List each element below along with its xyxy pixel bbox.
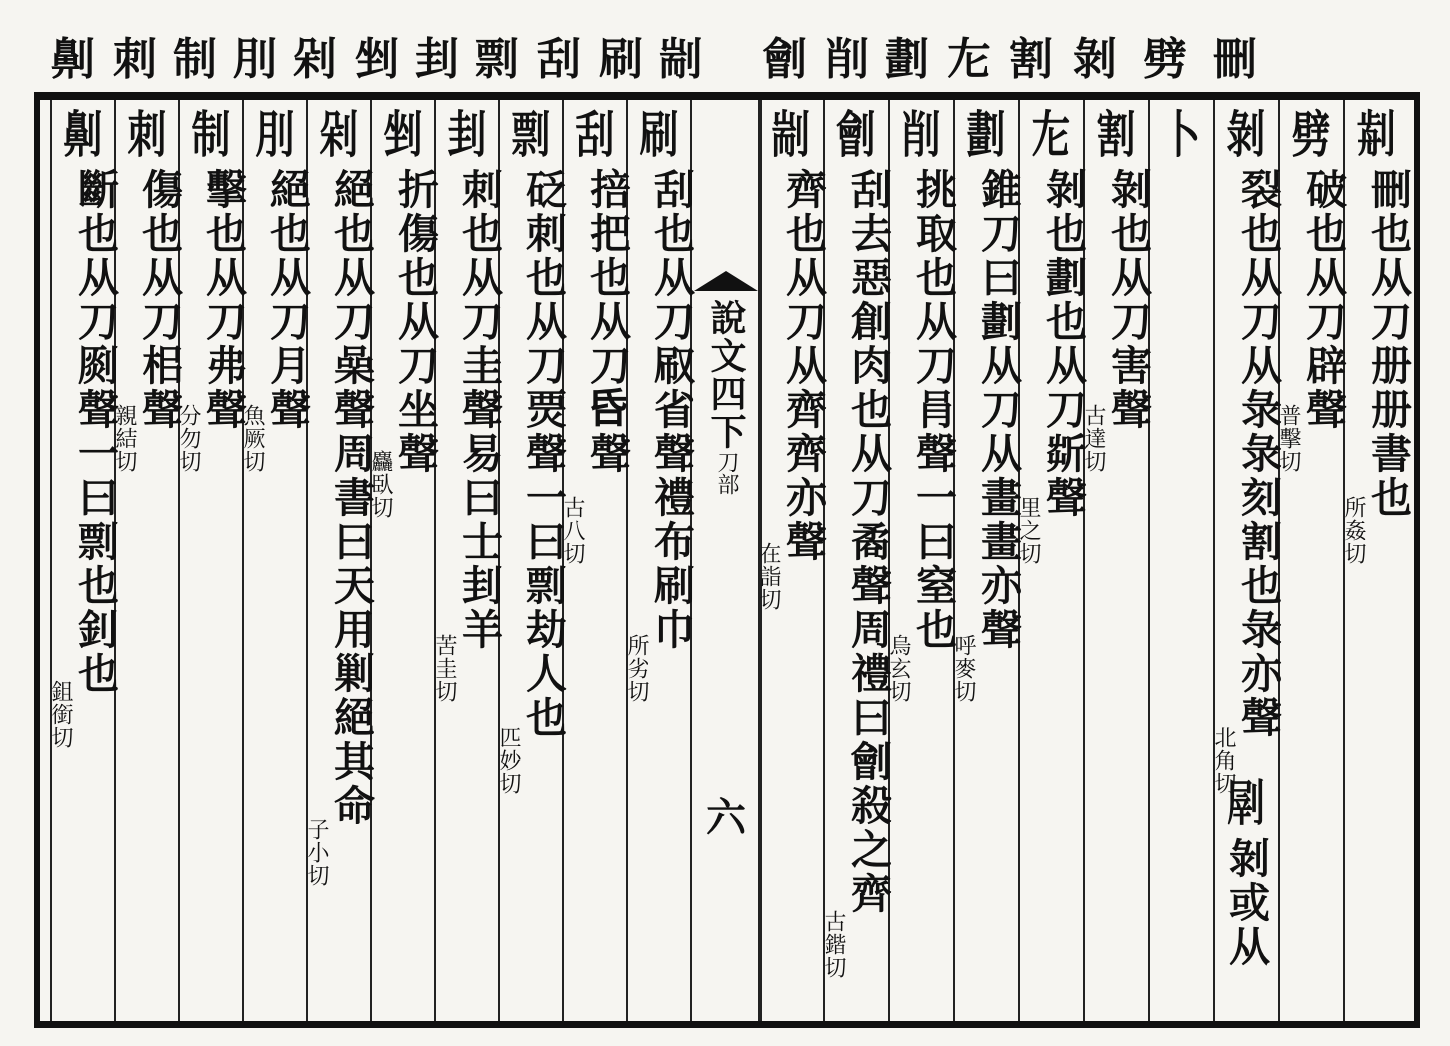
- header-char: 劈: [1143, 34, 1187, 85]
- variant-text: 剝或从: [1222, 837, 1270, 969]
- header-char: 刖: [233, 34, 277, 85]
- definition-text: 破也从刀辟聲: [1299, 168, 1347, 432]
- definition-row: [48, 168, 118, 749]
- entry-column: [432, 105, 503, 1015]
- fanqie-note: 古鍇切: [821, 910, 846, 979]
- fanqie-note: 分勿切: [176, 404, 201, 473]
- definition-row: [176, 168, 246, 473]
- definition-text: 刮也从刀㕞省聲禮布刷巾: [647, 168, 695, 652]
- fanqie-note: 古達切: [1081, 404, 1106, 473]
- fanqie-note: 里之切: [1016, 496, 1041, 565]
- seal-character: 刺: [127, 105, 167, 164]
- header-char: 削: [825, 34, 869, 85]
- definition-text: 刪也从刀册册書也: [1364, 168, 1412, 520]
- definition-text: 刮去惡創肉也从刀矞聲周禮曰劊殺之齊: [844, 168, 892, 916]
- header-char: 剝: [1073, 34, 1117, 85]
- fanqie-note: 古八切: [560, 496, 585, 565]
- fanqie-note: 所劣切: [624, 634, 649, 703]
- seal-character: 削: [901, 105, 941, 164]
- fanqie-note: 呼麥切: [951, 634, 976, 703]
- definition-text: 剝也劃也从刀㪿聲: [1039, 168, 1087, 520]
- fishtail-mark: [694, 271, 758, 291]
- definition-text: 剝也从刀害聲: [1104, 168, 1152, 432]
- entry-column: [496, 105, 567, 1015]
- entry-column: [1276, 105, 1347, 1015]
- definition-row: [1016, 168, 1086, 565]
- header-char: 刺: [113, 34, 157, 85]
- seal-character: 㔫: [1031, 105, 1071, 164]
- fanqie-note: 烏玄切: [886, 634, 911, 703]
- definition-row: [886, 168, 956, 703]
- page-number: 六: [706, 794, 746, 841]
- definition-text: 絕也从刀月聲: [263, 168, 311, 432]
- definition-text: 斷也从刀㓹聲一曰剽也釗也: [71, 168, 119, 696]
- entry-column: [176, 105, 247, 1015]
- definition-text: 挑取也从刀肙聲一曰窒也: [909, 168, 957, 652]
- definition-row: [1211, 168, 1281, 795]
- entry-column: [1150, 106, 1212, 1015]
- definition-row: [304, 168, 374, 887]
- seal-character: 制: [191, 105, 231, 164]
- header-char: 刲: [415, 34, 459, 85]
- section-label: 刀部: [714, 451, 739, 495]
- entry-column: [1341, 105, 1412, 1015]
- fanqie-note: 在詣切: [756, 542, 781, 611]
- entry-column: [240, 105, 311, 1015]
- header-char: 割: [1009, 34, 1053, 85]
- fanqie-note: 子小切: [304, 818, 329, 887]
- entry-column: [1211, 105, 1282, 1015]
- entry-column: [368, 105, 439, 1015]
- seal-character: 劊: [836, 105, 876, 164]
- seal-character: 剽: [511, 105, 551, 164]
- entry-column: [560, 105, 631, 1015]
- entry-column: [1081, 105, 1152, 1015]
- definition-row: [368, 168, 438, 519]
- seal-character: 剬: [771, 105, 811, 164]
- seal-character: 刮: [575, 105, 615, 164]
- seal-character: 剝: [1226, 105, 1266, 164]
- definition-text: 刺也从刀圭聲易曰士刲羊: [455, 168, 503, 652]
- variant-seal-character: 𠞂: [1226, 774, 1266, 833]
- header-char: 剉: [355, 34, 399, 85]
- seal-character: 刲: [447, 105, 487, 164]
- seal-character: 剁: [319, 105, 359, 164]
- volume-title: 說文四下: [705, 299, 747, 451]
- header-char: 剬: [659, 34, 703, 85]
- seal-character: 劃: [966, 105, 1006, 164]
- seal-character: 劈: [1291, 105, 1331, 164]
- definition-row: [496, 168, 566, 795]
- definition-row: [1081, 168, 1151, 473]
- definition-text: 傷也从刀㭒聲: [135, 168, 183, 432]
- definition-text: 裂也从刀从彔彔刻割也彔亦聲: [1234, 168, 1282, 740]
- definition-row: [1276, 168, 1346, 473]
- definition-row: [1341, 168, 1411, 565]
- header-char: 剁: [293, 34, 337, 85]
- entry-column: [1016, 105, 1087, 1015]
- entry-column: [304, 105, 375, 1015]
- entry-column: [624, 105, 695, 1015]
- entry-column: [112, 105, 183, 1015]
- definition-text: 擊也从刀弗聲: [199, 168, 247, 432]
- fanqie-note: 魚厥切: [240, 404, 265, 473]
- seal-character: 刖: [255, 105, 295, 164]
- definition-row: [432, 168, 502, 703]
- seal-character: 剉: [383, 105, 423, 164]
- fanqie-note: 麤臥切: [368, 450, 393, 519]
- header-char: 刷: [599, 34, 643, 85]
- entry-column: [48, 105, 119, 1015]
- seal-character: 刷: [639, 105, 679, 164]
- definition-row: [240, 168, 310, 473]
- header-strip: [40, 30, 1410, 90]
- definition-row: [624, 168, 694, 703]
- fanqie-note: 北角切: [1211, 726, 1236, 795]
- seal-character: 劓: [63, 105, 103, 164]
- header-char: 制: [173, 34, 217, 85]
- definition-text: 砭刺也从刀㶾聲一曰剽劫人也: [519, 168, 567, 740]
- definition-row: [112, 168, 182, 473]
- definition-row: [821, 168, 891, 979]
- seal-character: 割: [1096, 105, 1136, 164]
- header-char: 劓: [51, 34, 95, 85]
- center-fold-column: [694, 106, 758, 1015]
- entry-column: [756, 105, 827, 1015]
- fanqie-note: 苦圭切: [432, 634, 457, 703]
- header-char: 劃: [885, 34, 929, 85]
- fanqie-note: 匹妙切: [496, 726, 521, 795]
- seal-character: 𠝣: [1356, 105, 1396, 164]
- definition-row: [951, 168, 1021, 703]
- header-char: 劊: [763, 34, 807, 85]
- fanqie-note: 普擊切: [1276, 404, 1301, 473]
- header-char: 刮: [537, 34, 581, 85]
- entry-column: [951, 105, 1022, 1015]
- definition-text: 折傷也从刀坐聲: [391, 168, 439, 476]
- definition-text: 絕也从刀喿聲周書曰天用剿絕其命: [327, 168, 375, 828]
- definition-row: [560, 168, 630, 565]
- seal-character: 卜: [1161, 105, 1201, 164]
- fanqie-note: 親結切: [112, 404, 137, 473]
- entry-column: [886, 105, 957, 1015]
- header-char: 㔫: [947, 34, 991, 85]
- definition-text: 錐刀曰劃从刀从畫畫亦聲: [974, 168, 1022, 652]
- definition-row: [756, 168, 826, 611]
- header-char: 刪: [1213, 34, 1257, 85]
- header-char: 剽: [475, 34, 519, 85]
- fanqie-note: 鉏銜切: [48, 680, 73, 749]
- entry-column: [821, 105, 892, 1015]
- definition-text: 齊也从刀从齊齊亦聲: [779, 168, 827, 564]
- text-frame: [34, 92, 1420, 1028]
- fanqie-note: 所姦切: [1341, 496, 1366, 565]
- definition-text: 掊把也从刀𠯑聲: [583, 168, 631, 476]
